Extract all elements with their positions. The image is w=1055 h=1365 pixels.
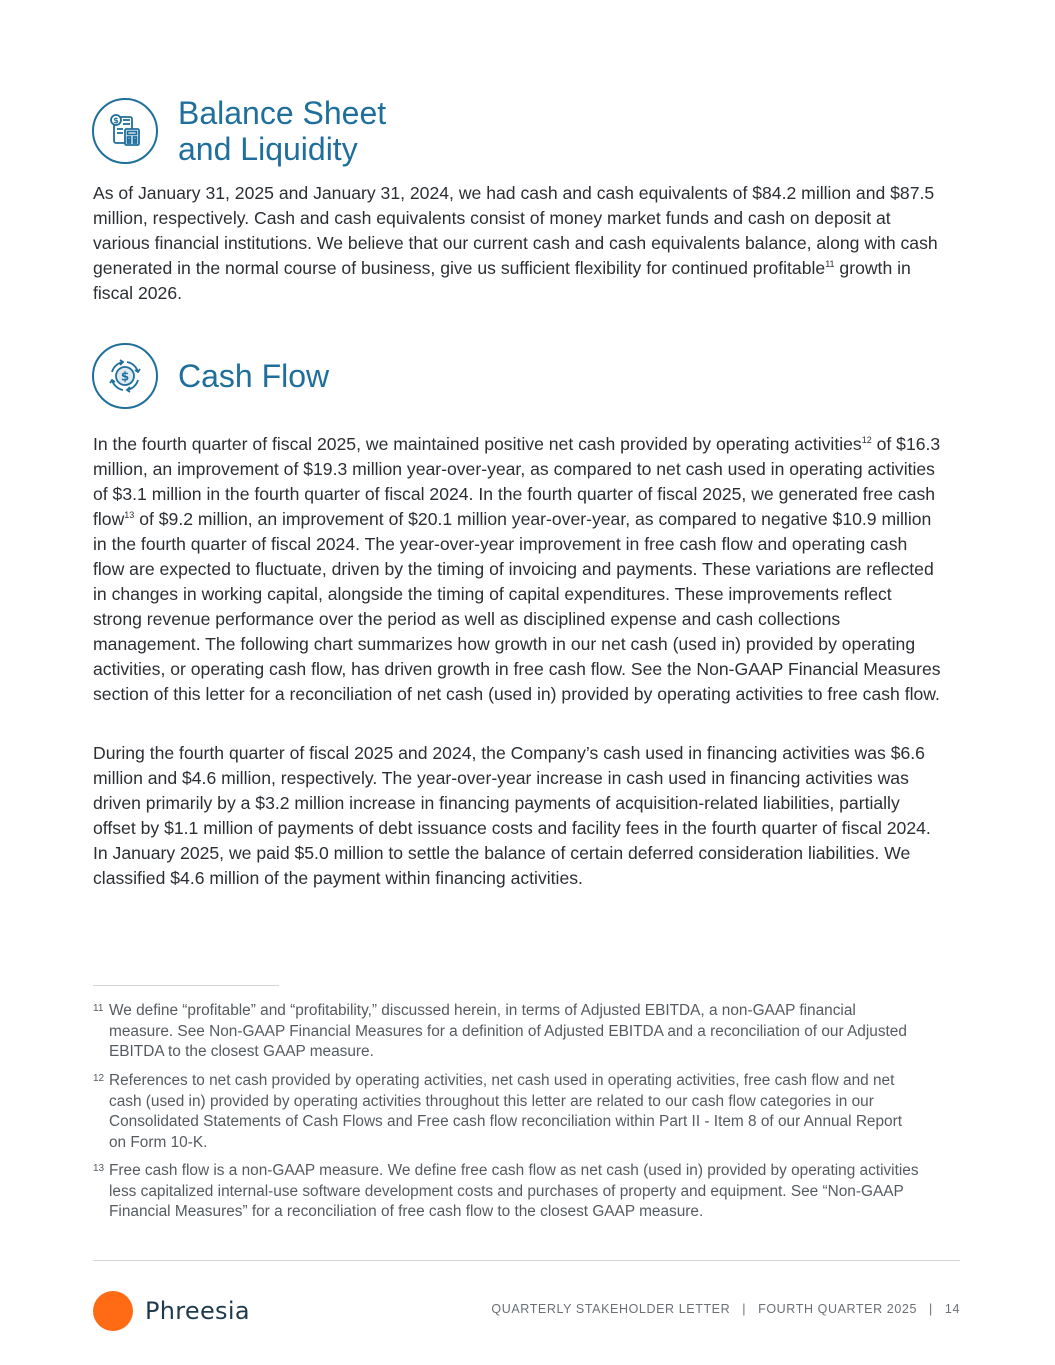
cash-flow-paragraph-1 xyxy=(93,432,943,707)
footnote-text: References to net cash provided by operating activities, net cash used in operating activities, free cash flow and net cash (used in) provided by operating activities throughout this letter are related to our cash flow categories in our Consolidated Statements of Cash Flows and Free cash flow reconciliation within Part II - Item 8 of our Annual Report on Form 10-K. xyxy=(109,1072,903,1151)
separator: | xyxy=(929,1302,933,1316)
paragraph-text: of $16.3 million, an improvement of $19.3 million year-over-year, as compared to net cash used in operating activities of $3.1 million in the fourth quarter of fiscal 2024. In the fourth quarter of fiscal 2025, we generated free cash flow xyxy=(93,434,941,529)
cash-flow-paragraph-2: During the fourth quarter of fiscal 2025 and 2024, the Company’s cash used in financing activities was $6.6 million and $4.6 million, respectively. The year-over-year increase in cash used in financing activities was driven primarily by a $3.2 million increase in financing payments of acquisition-related liabilities, partially offset by $1.1 million of payments of debt issuance costs and facility fees in the fourth quarter of fiscal 2024. In January 2025, we paid $5.0 million to settle the balance of certain deferred consideration liabilities. We classified $4.6 million of the payment within financing activities. xyxy=(93,743,931,888)
svg-text:$: $ xyxy=(120,369,130,384)
footer-divider xyxy=(93,1260,960,1261)
footnote-ref: 11 xyxy=(825,259,835,269)
phreesia-logo xyxy=(93,1291,250,1331)
footnote-divider xyxy=(93,985,279,986)
footnote-text: We define “profitable” and “profitability,” discussed herein, in terms of Adjusted EBITDA, a non-GAAP financial measure. See Non-GAAP Financial Measures for a definition of Adjusted EBITDA and a reconciliation of our Adjusted EBITDA to the closest GAAP measure. xyxy=(109,1002,907,1060)
title-line-2: and Liquidity xyxy=(178,131,358,167)
footnote-11 xyxy=(93,1001,923,1063)
separator: | xyxy=(742,1302,747,1316)
footnote-ref: 13 xyxy=(124,510,135,520)
calculator-document-icon xyxy=(92,98,158,164)
footnote-12 xyxy=(93,1071,923,1153)
balance-sheet-heading xyxy=(92,95,386,167)
footnote-ref: 12 xyxy=(861,435,872,445)
paragraph-text: In the fourth quarter of fiscal 2025, we maintained positive net cash provided by operating activities xyxy=(93,434,862,454)
footer-meta xyxy=(491,1302,960,1316)
section-title xyxy=(178,95,386,167)
footnote-text: Free cash flow is a non-GAAP measure. We define free cash flow as net cash (used in) provided by operating activities less capitalized internal-use software development costs and purchases of property and equipment. See “Non-GAAP Financial Measures” for a reconciliation of free cash flow to the closest GAAP measure. xyxy=(109,1162,919,1220)
footnote-13 xyxy=(93,1161,923,1223)
section-title: Cash Flow xyxy=(178,358,330,394)
title-line-1: Balance Sheet xyxy=(178,95,387,131)
logo-text: Phreesia xyxy=(145,1297,250,1325)
svg-text:$: $ xyxy=(113,116,119,125)
balance-sheet-paragraph xyxy=(93,181,943,306)
period-label: FOURTH QUARTER 2025 xyxy=(758,1302,918,1316)
footnote-number: 13 xyxy=(93,1163,105,1174)
doc-label: QUARTERLY STAKEHOLDER LETTER xyxy=(491,1302,731,1316)
paragraph-text: growth in fiscal 2026. xyxy=(93,258,911,303)
logo-circle-icon xyxy=(93,1291,133,1331)
page-number: 14 xyxy=(944,1302,960,1316)
footnote-number: 11 xyxy=(93,1003,104,1014)
footnote-number: 12 xyxy=(93,1073,105,1084)
paragraph-text: As of January 31, 2025 and January 31, 2024, we had cash and cash equivalents of $84.2 million and $87.5 million, respectively. Cash and cash equivalents consist of money market funds and cash on deposit at various financial institutions. We believe that our current cash and cash equivalents balance, along with cash generated in the normal course of business, give us sufficient flexibility for continued profitable xyxy=(93,183,938,278)
cash-flow-heading xyxy=(92,343,329,409)
paragraph-text: of $9.2 million, an improvement of $20.1 million year-over-year, as compared to negative $10.9 million in the fourth quarter of fiscal 2024. The year-over-year improvement in free cash flow and operating cash flow are expected to fluctuate, driven by the timing of invoicing and payments. These variations are reflected in changes in working capital, alongside the timing of capital expenditures. These improvements reflect strong revenue performance over the period as well as disciplined expense and cash collections management. The following chart summarizes how growth in our net cash (used in) provided by operating activities, or operating cash flow, has driven growth in free cash flow. See the Non-GAAP Financial Measures section of this letter for a reconciliation of net cash (used in) provided by operating activities to free cash flow. xyxy=(93,509,941,704)
dollar-cycle-icon xyxy=(92,343,158,409)
